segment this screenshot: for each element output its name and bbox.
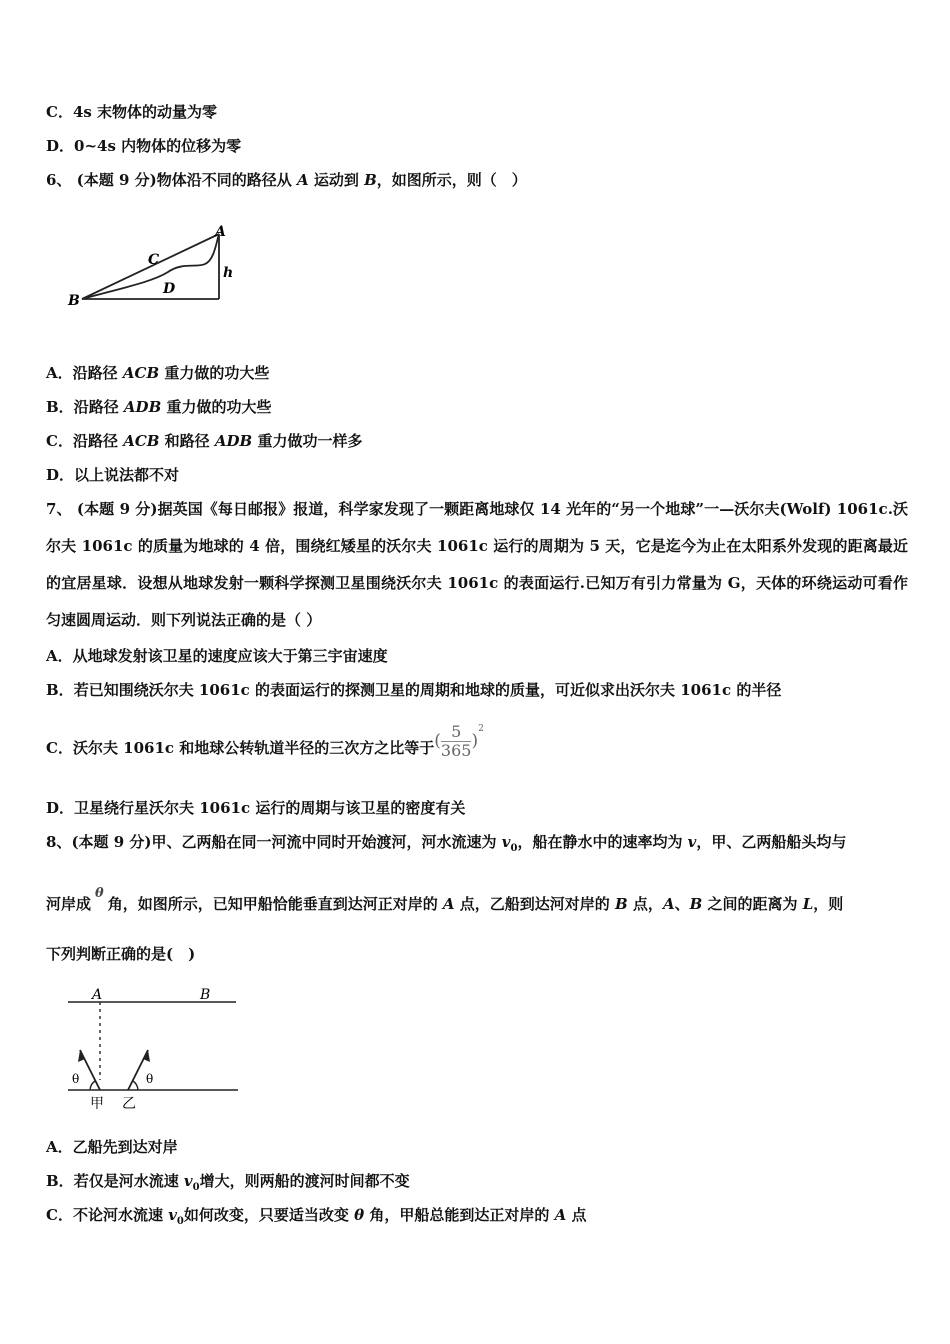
option-text: 从地球发射该卫星的速度应该大于第三宇宙速度 (72, 647, 388, 665)
q6-path-figure (62, 222, 252, 314)
stem-text: 物体沿不同的路径从 (156, 171, 297, 189)
option-label: B． (46, 1172, 74, 1190)
stem-text: ，如图所示，则（ ） (376, 171, 527, 189)
stem-text: 下列判断正确的是( ) (46, 945, 196, 963)
q6-stem (46, 170, 527, 190)
point-a-label: A (92, 987, 103, 1003)
var-v0: v (168, 1206, 177, 1224)
q6-option-b (46, 397, 271, 417)
q7-option-b (46, 680, 781, 700)
q6-option-d (46, 465, 179, 485)
yi-angle-arc (133, 1081, 138, 1090)
label-a: A (215, 224, 226, 240)
subscript: 0 (192, 1182, 200, 1193)
option-label: B． (46, 681, 74, 699)
fraction-denominator: 365 (440, 740, 472, 760)
theta-label-yi: θ (146, 1072, 154, 1086)
option-label: A． (46, 1138, 73, 1156)
option-label: D． (46, 466, 75, 484)
stem-text: ，船在静水中的速率均为 (517, 833, 688, 851)
q8-option-b (46, 1171, 410, 1198)
stem-text: ，则 (813, 895, 844, 913)
option-text: 沃尔夫 1061c 和地球公转轨道半径的三次方之比等于 (72, 739, 435, 757)
question-number: 7、 (46, 500, 72, 518)
option-text: 沿路径 (73, 398, 124, 416)
ratio-formula (434, 721, 484, 760)
q5-option-d (46, 136, 241, 156)
subscript: 0 (176, 1216, 184, 1227)
jia-angle-arc (90, 1081, 95, 1090)
question-score: (本题 9 分) (71, 833, 152, 851)
var-v: v (687, 833, 697, 851)
option-text: 和路径 (159, 432, 215, 450)
option-text: 0~4s 内物体的位移为零 (74, 137, 242, 155)
option-text: 乙船先到达对岸 (72, 1138, 178, 1156)
label-b: B (68, 293, 80, 309)
path-name: ACB (123, 432, 160, 450)
option-label: A． (46, 647, 73, 665)
option-label: D． (46, 799, 75, 817)
stem-text: ，甲、乙两船船头均与 (696, 833, 847, 851)
option-text: 以上说法都不对 (74, 466, 180, 484)
question-number: 6、 (46, 171, 72, 189)
var-b: B (364, 171, 377, 189)
stem-text: 点， (627, 895, 663, 913)
q8-option-a (46, 1137, 178, 1157)
q6-option-a (46, 363, 269, 383)
var-a: A (442, 895, 455, 913)
stem-text: 运动到 (308, 171, 365, 189)
q5-option-c (46, 102, 217, 122)
var-l: L (802, 895, 814, 913)
stem-text: 点，乙船到达河对岸的 (454, 895, 616, 913)
option-text: 沿路径 (72, 432, 124, 450)
q8-stem-line1 (46, 832, 846, 859)
path-name: ADB (214, 432, 253, 450)
question-score: (本题 9 分) (76, 171, 157, 189)
option-text: 如何改变，只要适当改变 (183, 1206, 355, 1224)
label-d: D (163, 281, 176, 297)
option-text: 若已知围绕沃尔夫 1061c 的表面运行的探测卫星的周期和地球的质量，可近似求出沃尔夫 1061c 的半径 (73, 681, 782, 699)
option-text: 若仅是河水流速 (73, 1172, 184, 1190)
separator: 、 (674, 895, 690, 913)
point-b-label: B (200, 987, 211, 1003)
option-label: D． (46, 137, 75, 155)
var-a: A (296, 171, 309, 189)
option-label: A． (46, 364, 73, 382)
option-text: 增大，则两船的渡河时间都不变 (199, 1172, 410, 1190)
option-text: 重力做的功大些 (161, 398, 272, 416)
q8-stem-line2 (46, 886, 844, 916)
stem-text: 河岸成 (46, 895, 92, 913)
stem-text: 甲、乙两船在同一河流中同时开始渡河，河水流速为 (151, 833, 502, 851)
boat-jia-label: 甲 (90, 1096, 104, 1112)
stem-text: 之间的距离为 (702, 895, 803, 913)
q8-stem-line3 (46, 944, 195, 964)
path-name: ACB (122, 364, 160, 382)
stem-text: 角，如图所示，已知甲船恰能垂直到达河正对岸的 (107, 895, 443, 913)
theta-symbol: θ (95, 886, 104, 901)
theta-label-jia: θ (72, 1072, 80, 1086)
option-label: B． (46, 398, 74, 416)
option-text: 4s 末物体的动量为零 (72, 103, 218, 121)
option-label: C． (46, 1206, 73, 1224)
option-text: 卫星绕行星沃尔夫 1061c 运行的周期与该卫星的密度有关 (74, 799, 466, 817)
exponent: 2 (478, 724, 484, 734)
var-v0: v (501, 833, 511, 851)
option-label: C． (46, 739, 73, 757)
option-text: 重力做的功大些 (159, 364, 270, 382)
option-text: 沿路径 (72, 364, 123, 382)
paren-left: ( (434, 731, 441, 751)
q7-stem (46, 491, 908, 639)
option-label: C． (46, 103, 73, 121)
subscript: 0 (510, 843, 518, 854)
fraction-numerator: 5 (441, 723, 472, 742)
option-text: 点 (566, 1206, 587, 1224)
q6-option-c (46, 431, 362, 451)
var-a: A (554, 1206, 567, 1224)
paren-right: ) (471, 731, 479, 751)
fraction (441, 723, 472, 760)
var-v0: v (183, 1172, 193, 1190)
q7-option-a (46, 646, 388, 666)
theta-symbol: θ (354, 1206, 365, 1224)
var-a: A (662, 895, 675, 913)
path-name: ADB (123, 398, 162, 416)
q8-river-figure (60, 982, 245, 1112)
option-label: C． (46, 432, 73, 450)
var-b: B (615, 895, 628, 913)
question-number: 8、 (46, 833, 72, 851)
label-c: C (148, 252, 160, 268)
q7-option-d (46, 798, 465, 818)
q7-option-c (46, 716, 484, 770)
q8-option-c (46, 1205, 586, 1232)
option-text: 角，甲船总能到达正对岸的 (364, 1206, 555, 1224)
var-b: B (689, 895, 703, 913)
question-score: (本题 9 分) (76, 500, 158, 518)
option-text: 不论河水流速 (72, 1206, 169, 1224)
label-h: h (223, 265, 234, 281)
stem-text: 据英国《每日邮报》报道，科学家发现了一颗距离地球仅 14 光年的“另一个地球”一—沃尔夫(Wolf) 1061c.沃尔夫 1061c 的质量为地球的 4 倍，围绕红矮星的沃尔夫 1061c 运行的周期为 5 天，它是迄今为止在太阳系外发现的距离最近的宜居星球．设想从地球发射一颗科学探测卫星围绕沃尔夫 1061c 的表面运行.已知万有引力常量为 G，天体的环绕运动可看作匀速圆周运动．则下列说法正确的是（ ） (46, 500, 908, 629)
option-text: 重力做功一样多 (252, 432, 363, 450)
boat-yi-label: 乙 (122, 1096, 136, 1112)
